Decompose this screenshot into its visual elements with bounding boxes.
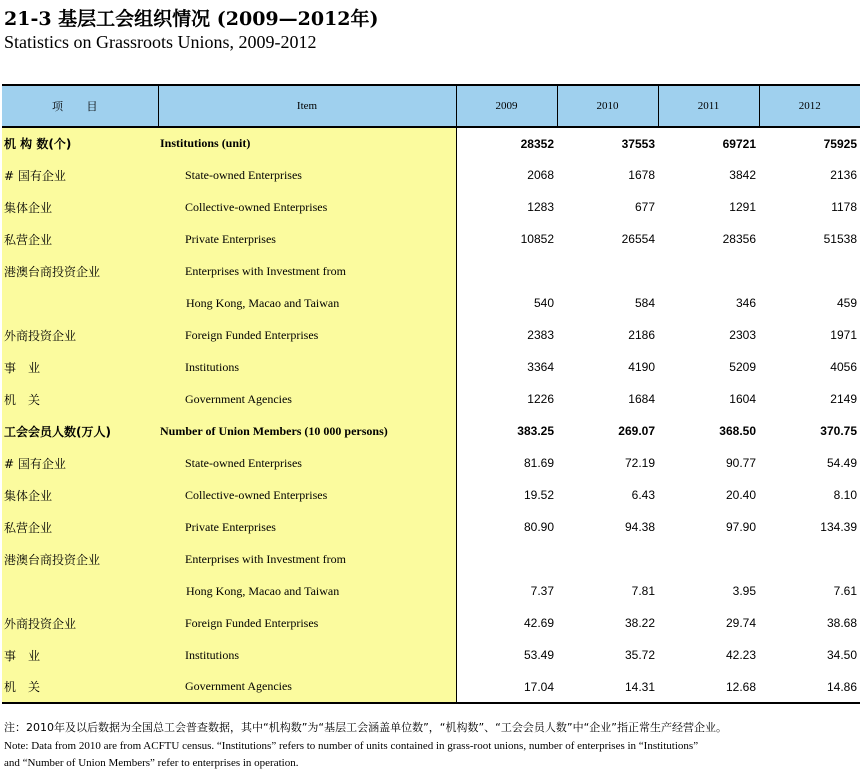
table-row [2,159,860,191]
row-label-en: Institutions (unit) [158,127,456,159]
page-title-cn: 21-3 基层工会组织情况 (2009—2012年) [4,8,379,30]
cell-value-2009: 2383 [527,328,554,342]
table-row [2,415,860,447]
cell-value-2012: 54.49 [826,456,857,470]
row-label-en: Foreign Funded Enterprises [158,319,456,351]
row-label-cn [2,287,158,319]
row-label-en: Private Enterprises [158,223,456,255]
cell-value-2011: 28356 [722,232,756,246]
cell-value-2010: 1678 [628,168,655,182]
cell-value-2011: 5209 [729,360,756,374]
cell-value-2011 [658,255,759,287]
row-label-en: Collective-owned Enterprises [158,191,456,223]
cell-value-2009: 7.37 [530,584,554,598]
cell-value-2012: 75925 [823,136,857,151]
table-row [2,543,860,575]
cell-value-2009: 2068 [527,168,554,182]
cell-value-2011: 29.74 [725,616,756,630]
cell-value-2012: 34.50 [826,648,857,662]
cell-value-2010: 269.07 [618,424,655,438]
header-item-cn: 项 目 [2,85,158,127]
header-year: 2010 [557,85,658,127]
cell-value-2010: 677 [634,200,655,214]
cell-value-2009: 1226 [527,392,554,406]
cell-value-2011: 1604 [729,392,756,406]
table-row [2,287,860,319]
row-label-en: Hong Kong, Macao and Taiwan [158,287,456,319]
row-label-en: Institutions [158,639,456,671]
cell-value-2010: 94.38 [624,520,655,534]
table-row [2,479,860,511]
cell-value-2010: 26554 [621,232,655,246]
cell-value-2011: 20.40 [725,488,756,502]
cell-value-2011: 97.90 [725,520,756,534]
row-label-cn: 事 业 [2,639,158,671]
data-table-container [2,84,860,704]
header-year: 2012 [759,85,860,127]
cell-value-2011: 42.23 [725,648,756,662]
cell-value-2012: 2136 [830,168,857,182]
table-row [2,511,860,543]
row-label-cn [2,575,158,607]
cell-value-2011 [658,543,759,575]
cell-value-2012: 4056 [830,360,857,374]
cell-value-2010: 35.72 [624,648,655,662]
cell-value-2009: 19.52 [523,488,554,502]
row-label-cn: # 国有企业 [2,159,158,191]
cell-value-2012 [759,543,860,575]
row-label-cn: 机 关 [2,671,158,703]
table-row [2,575,860,607]
row-label-en: Institutions [158,351,456,383]
table-row [2,639,860,671]
cell-value-2009: 10852 [520,232,554,246]
table-row [2,223,860,255]
cell-value-2012 [759,255,860,287]
cell-value-2009: 3364 [527,360,554,374]
cell-value-2010: 1684 [628,392,655,406]
row-label-en: Government Agencies [158,383,456,415]
cell-value-2012: 1971 [830,328,857,342]
header-item-en: Item [158,85,456,127]
cell-value-2012: 134.39 [820,520,857,534]
row-label-cn: # 国有企业 [2,447,158,479]
cell-value-2012: 1178 [831,200,857,214]
cell-value-2009: 28352 [520,136,554,151]
row-label-cn: 外商投资企业 [2,319,158,351]
cell-value-2009 [456,543,557,575]
table-row [2,447,860,479]
table-row [2,383,860,415]
cell-value-2009: 81.69 [523,456,554,470]
table-row [2,127,860,159]
note-en-line1: Note: Data from 2010 are from ACFTU census. “Institutions” refers to number of units contained in grass-root unions, number of enterprises in “Institutions” [4,740,699,752]
cell-value-2012: 14.86 [759,671,860,703]
row-label-cn: 事 业 [2,351,158,383]
header-year: 2009 [456,85,557,127]
cell-value-2010: 7.81 [631,584,655,598]
row-label-en: Collective-owned Enterprises [158,479,456,511]
row-label-en: Government Agencies [158,671,456,703]
row-label-cn: 港澳台商投资企业 [2,543,158,575]
cell-value-2012: 8.10 [833,488,857,502]
cell-value-2010: 584 [634,296,655,310]
cell-value-2011: 2303 [729,328,756,342]
table-row [2,671,860,703]
row-label-cn: 私营企业 [2,511,158,543]
table-row [2,319,860,351]
table-body [2,127,860,703]
cell-value-2011: 1291 [729,200,756,214]
cell-value-2010 [557,543,658,575]
cell-value-2011: 368.50 [719,424,756,438]
cell-value-2010: 6.43 [631,488,655,502]
row-label-cn: 集体企业 [2,191,158,223]
cell-value-2010: 37553 [621,136,655,151]
row-label-cn: 工会会员人数(万人) [2,415,158,447]
cell-value-2012: 38.68 [826,616,857,630]
cell-value-2009: 80.90 [523,520,554,534]
row-label-en: State-owned Enterprises [158,159,456,191]
cell-value-2011: 3842 [729,168,756,182]
row-label-cn: 外商投资企业 [2,607,158,639]
cell-value-2011: 3.95 [732,584,756,598]
page-title-en: Statistics on Grassroots Unions, 2009-2012 [4,32,317,52]
row-label-cn: 集体企业 [2,479,158,511]
table-row [2,255,860,287]
cell-value-2012: 51538 [823,232,857,246]
table-row [2,607,860,639]
cell-value-2009 [456,255,557,287]
cell-value-2009: 383.25 [517,424,554,438]
cell-value-2010: 2186 [628,328,655,342]
cell-value-2010: 38.22 [624,616,655,630]
row-label-en: Hong Kong, Macao and Taiwan [158,575,456,607]
cell-value-2010 [557,255,658,287]
grassroots-unions-table [2,84,860,704]
row-label-en: Foreign Funded Enterprises [158,607,456,639]
row-label-en: State-owned Enterprises [158,447,456,479]
row-label-cn: 机 构 数(个) [2,127,158,159]
cell-value-2011: 346 [735,296,756,310]
cell-value-2009: 1283 [527,200,554,214]
cell-value-2009: 17.04 [456,671,557,703]
table-header-row [2,85,860,127]
row-label-cn: 港澳台商投资企业 [2,255,158,287]
cell-value-2009: 540 [533,296,554,310]
cell-value-2012: 7.61 [833,584,857,598]
cell-value-2009: 42.69 [523,616,554,630]
row-label-en: Number of Union Members (10 000 persons) [158,415,456,447]
cell-value-2010: 72.19 [624,456,655,470]
row-label-cn: 机 关 [2,383,158,415]
cell-value-2012: 2149 [830,392,857,406]
row-label-en: Enterprises with Investment from [158,543,456,575]
row-label-en: Enterprises with Investment from [158,255,456,287]
cell-value-2009: 53.49 [523,648,554,662]
note-cn: 注：2010年及以后数据为全国总工会普查数据，其中“机构数”为“基层工会涵盖单位数”，“机构数”、“工会会员人数”中“企业”指正常生产经营企业。 [4,721,727,734]
row-label-en: Private Enterprises [158,511,456,543]
cell-value-2010: 14.31 [557,671,658,703]
table-row [2,351,860,383]
cell-value-2012: 459 [836,296,857,310]
table-row [2,191,860,223]
cell-value-2011: 69721 [722,136,756,151]
row-label-cn: 私营企业 [2,223,158,255]
cell-value-2011: 90.77 [725,456,756,470]
cell-value-2012: 370.75 [820,424,857,438]
note-en-line2: and “Number of Union Members” refer to enterprises in operation. [4,757,299,769]
cell-value-2011: 12.68 [658,671,759,703]
cell-value-2010: 4190 [628,360,655,374]
header-year: 2011 [658,85,759,127]
